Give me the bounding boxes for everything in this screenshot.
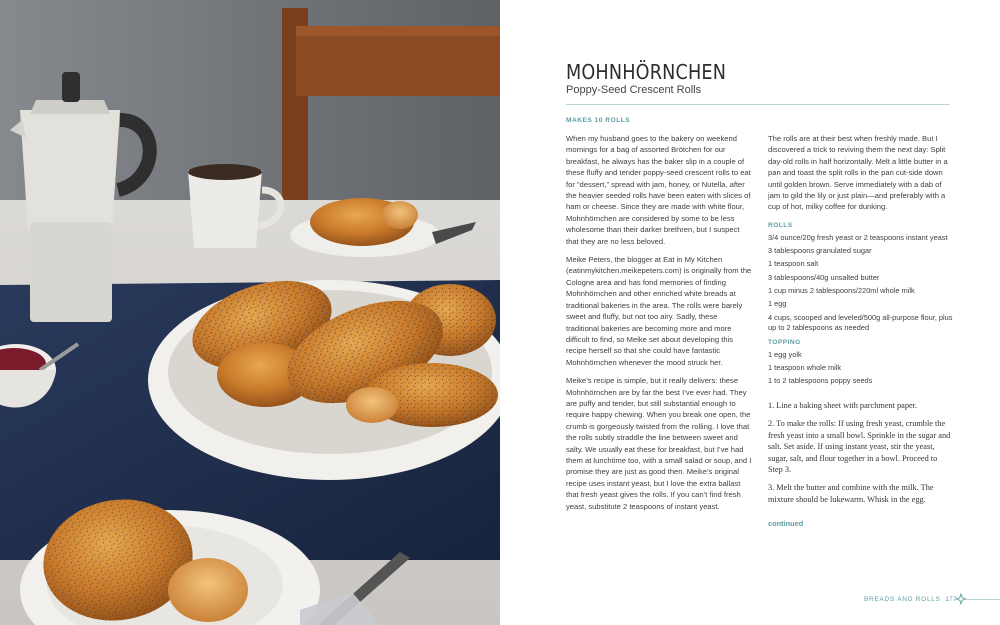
- ingredient-item: 3/4 ounce/20g fresh yeast or 2 teaspoons instant yeast: [768, 232, 948, 242]
- intro-paragraph: Meike Peters, the blogger at Eat in My Kitchen (eatinmykitchen.meikepeters.com) is originally from the Cologne area and has fond memories of finding Mohnhörnchen and other enriched white breads at traditional bakeries in the area. The rolls were barely sweet and fluffy, but not too airy. Sadly, these traditional bakeries are becoming more and more difficult to find, so Meike set about developing this recipe herself so that she could have fantastic Mohnhörnchen whenever the mood struck her.: [566, 255, 752, 367]
- continued-label: continued: [768, 519, 804, 528]
- ingredient-item: 1 to 2 tablespoons poppy seeds: [768, 376, 873, 386]
- right-column: [768, 133, 954, 388]
- intro-paragraph: When my husband goes to the bakery on weekend mornings for a bag of assorted Brötchen for our breakfast, he always has the baker slip in a couple of these fluffy and tender poppy-seed crescent rolls to eat for “dessert,” spread with jam, honey, or Nutella, after the heavier seeded rolls have been eaten with slices of ham or cheese. Since they are made with white flour, Mohnhörnchen are considered by some to be less wholesome than their darker brethren, but I suspect that they are no less beloved.: [566, 134, 751, 246]
- ingredient-item: 3 tablespoons granulated sugar: [768, 246, 872, 256]
- recipe-page: [500, 0, 1000, 625]
- ingredient-item: 1 egg yolk: [768, 349, 802, 359]
- page-number: 177: [945, 596, 957, 603]
- ingredients-heading-rolls: ROLLS: [768, 221, 793, 229]
- ingredient-item: 3 tablespoons/40g unsalted butter: [768, 272, 880, 282]
- method-step: 2. To make the rolls: If using fresh yeast, crumble the fresh yeast into a small bowl. Sprinkle in the sugar and salt. Set aside. If using instant yeast, stir the yeast, sugar, salt, and flour together in a bowl. Proceed to Step 3.: [768, 419, 951, 475]
- ingredient-item: 1 cup minus 2 tablespoons/220ml whole milk: [768, 286, 915, 296]
- ingredients-list-rolls: [768, 231, 954, 334]
- intro-paragraph: Meike’s recipe is simple, but it really delivers: these Mohnhörnchen are by far the best I’ve ever had. They are puffy and tender, but still substantial enough to require happy chewing. When you break one open, the crumb is gorgeously twisted from the rolling. I love that the rolls subtly straddle the line between sweet and salty. We usually eat these for breakfast, but I’ve had them at lunchtime too, with a small salad or soup, and I promise they are just as good then. Meike’s original recipe uses instant yeast, but I love the extra ballast that fresh yeast gives the rolls. If you can’t find fresh yeast, substitute 2 teaspoons of instant yeast.: [566, 376, 752, 511]
- ingredients-list-topping: [768, 348, 954, 388]
- ingredients-heading-topping: TOPPING: [768, 338, 801, 346]
- title-divider: [566, 104, 950, 105]
- footer-section-title: BREADS AND ROLLS: [864, 596, 941, 603]
- method-steps: [768, 400, 954, 512]
- ingredient-item: 1 teaspoon salt: [768, 259, 819, 269]
- ingredient-item: 1 teaspoon whole milk: [768, 362, 842, 372]
- intro-column: [566, 133, 752, 519]
- ingredient-item: 4 cups, scooped and leveled/500g all-purpose flour, plus up to 2 tablespoons as needed: [768, 312, 953, 332]
- recipe-yield: MAKES 10 ROLLS: [566, 117, 631, 124]
- ingredient-item: 1 egg: [768, 299, 787, 309]
- recipe-subtitle: Poppy-Seed Crescent Rolls: [566, 84, 702, 96]
- method-step: 3. Melt the butter and combine with the milk. The mixture should be lukewarm. Whisk in the egg.: [768, 483, 934, 504]
- recipe-title: MOHNHÖRNCHEN: [566, 60, 727, 84]
- ornament-icon: [955, 593, 967, 605]
- page-footer: [864, 596, 957, 603]
- method-step: 1. Line a baking sheet with parchment paper.: [768, 401, 918, 410]
- footer-rule: [967, 599, 1000, 600]
- intro-paragraph: The rolls are at their best when freshly made. But I discovered a trick to reviving them the next day: Split day-old rolls in half horizontally. Melt a little butter in a pan and toast the split rolls in the pan cut-side down until golden brown. Serve immediately with a dab of jam to gild the lily or just plain—and preferably with a cup of hot, milky coffee for dunking.: [768, 134, 948, 212]
